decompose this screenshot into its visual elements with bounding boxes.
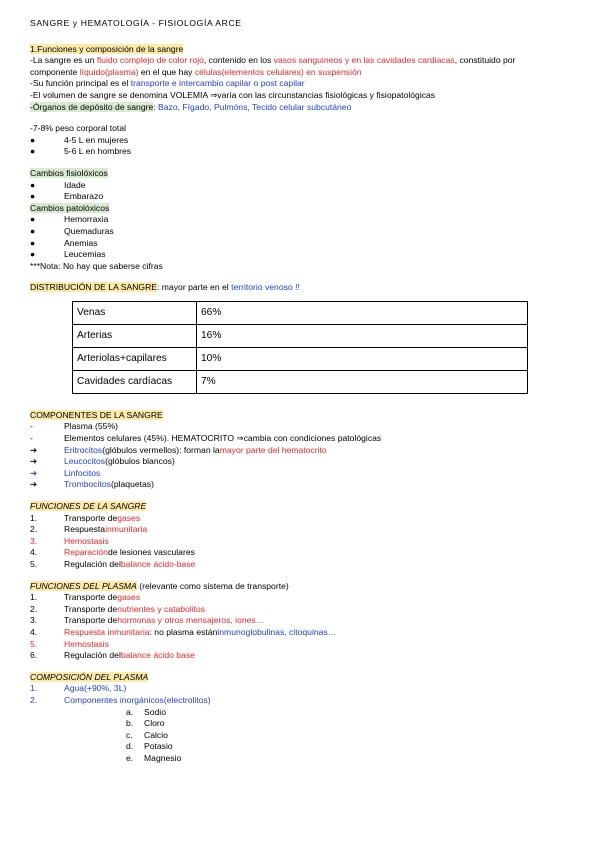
sub-list-marker: c. [126, 729, 133, 740]
table-cell-territory: Cavidades cardíacas [73, 370, 197, 393]
distribucion-heading: DISTRIBUCIÓN DE LA SANGRE: mayor parte en el territorio venoso !! [30, 282, 300, 293]
list-item: ➔ Linfocitos [30, 467, 101, 478]
table-cell-percent: 10% [197, 347, 528, 370]
table-cell-percent: 16% [197, 324, 528, 347]
bullet-icon: ● [30, 225, 36, 236]
sub-list-item [126, 707, 572, 719]
sub-list-item [126, 718, 572, 730]
sub-list-item [126, 741, 572, 753]
list-item: 1. Transporte de gases [30, 512, 141, 523]
cambios-patologicos-list [30, 214, 572, 260]
cambios-fisiologicos-list [30, 180, 572, 203]
funciones-sangre-heading: FUNCIONES DE LA SANGRE [30, 501, 147, 512]
nota-line: ***Nota: No hay que saberse cifras [30, 260, 163, 271]
volume-line: -7-8% peso corporal total [30, 123, 127, 134]
list-item: 1. Transporte de gases [30, 592, 141, 603]
list-item: 3. Hemostasis [30, 535, 109, 546]
table-cell-territory: Arteriolas+capilares [73, 347, 197, 370]
sub-list-text: Magnesio [144, 752, 182, 763]
list-item: - Plasma (55%) [30, 421, 118, 432]
list-item: 5. Hemostasis [30, 638, 109, 649]
table-row [73, 370, 528, 393]
bullet-icon: ● [30, 249, 36, 260]
sub-list-marker: d. [126, 741, 134, 752]
list-item [30, 214, 572, 226]
sub-list-text: Sodio [144, 706, 166, 717]
list-item: 2. Componentes inorgánicos(electrolitos) [30, 694, 211, 705]
funciones-plasma-heading: FUNCIONES DEL PLASMA (relevante como sistema de transporte) [30, 580, 289, 591]
list-item [30, 238, 572, 250]
paragraph-line: -Su función principal es el transporte e intercambio capilar o post capilar [30, 78, 305, 89]
paragraph-line: -El volumen de sangre se denomina VOLEMIA ⇒varía con las circunstancias fisiológicas y fisiopatológicas [30, 89, 436, 100]
sub-list-text: Calcio [144, 729, 168, 740]
list-item: 2. Transporte de nutrientes y catabolitos [30, 603, 206, 614]
list-item: 3. Transporte de hormonas y otros mensajeros, iones… [30, 615, 265, 626]
distribucion-table [72, 301, 528, 394]
list-item: - Elementos celulares (45%). HEMATOCRITO ⇒cambia con condiciones patológicas [30, 433, 382, 444]
table-row [73, 347, 528, 370]
list-item-text: Leucemias [64, 249, 106, 260]
list-item [30, 249, 572, 261]
bullet-icon: ● [30, 179, 36, 190]
cambios-fisiologicos-heading: Cambios fisiolóxicos [30, 167, 108, 178]
list-item: ➔ Eritrocitos (glóbulos vermellos): forman la mayor parte del hematocrito [30, 444, 327, 455]
table-cell-territory: Arterias [73, 324, 197, 347]
list-item: 5. Regulación del balance ácido-base [30, 559, 196, 569]
list-item [30, 146, 572, 158]
cambios-patologicos-heading: Cambios patolóxicos [30, 202, 110, 213]
bullet-icon: ● [30, 214, 36, 225]
list-item-text: Quemaduras [64, 225, 114, 236]
sub-list-item [126, 753, 572, 765]
paragraph-line: componente líquido(plasma) en el que hay células(elementos celulares) en suspensión [30, 66, 362, 77]
list-item: 4. Reparación de lesiones vasculares [30, 547, 195, 558]
paragraph-line: -La sangre es un fluido complejo de color rojo, contenido en los vasos sanguineos y en las cavidades cardiacas, constituido por [30, 55, 516, 66]
sub-list-item [126, 730, 572, 742]
list-item-text: Anemias [64, 237, 98, 248]
table-row [73, 301, 528, 324]
list-item-text: Idade [64, 179, 86, 190]
list-item: ➔ Trombocitos (plaquetas) [30, 479, 154, 490]
list-item-text: Embarazo [64, 191, 104, 202]
list-item: 1. Agua(+90%, 3L) [30, 683, 127, 694]
list-item-text: 4-5 L en mujeres [64, 134, 129, 145]
composicion-plasma-heading: COMPOSICIÓN DEL PLASMA [30, 671, 149, 682]
list-item [30, 135, 572, 147]
list-item: 2. Respuesta inmunitaria [30, 524, 148, 535]
table-cell-percent: 7% [197, 370, 528, 393]
sub-list-marker: b. [126, 718, 134, 729]
list-item [30, 191, 572, 203]
bullet-icon: ● [30, 237, 36, 248]
sub-list-text: Cloro [144, 718, 165, 729]
bullet-icon: ● [30, 191, 36, 202]
list-item: 6. Regulación del balance ácido base [30, 650, 195, 661]
list-item-text: Hemorraxia [64, 214, 109, 225]
bullet-icon: ● [30, 134, 36, 145]
document-title: SANGRE y HEMATOLOGÍA - FISIOLOGÍA ARCE [30, 18, 242, 28]
list-item-text: 5-6 L en hombres [64, 146, 132, 157]
sub-list-text: Potasio [144, 741, 173, 752]
list-item: 4. Respuesta inmunitaria : no plasma están inmunoglobulinas, citoquinas… [30, 626, 337, 637]
list-item [30, 226, 572, 238]
list-item: ➔ Leucocitos (glóbulos blancos) [30, 456, 175, 467]
table-row [73, 324, 528, 347]
bullet-icon: ● [30, 146, 36, 157]
componentes-heading: COMPONENTES DE LA SANGRE [30, 409, 163, 420]
sub-list-marker: a. [126, 706, 134, 717]
list-item [30, 180, 572, 192]
section-1-heading: 1.Funciones y composición de la sangre [30, 43, 184, 54]
sub-list-marker: e. [126, 752, 134, 763]
table-cell-percent: 66% [197, 301, 528, 324]
paragraph-line: -Órganos de depósito de sangre: Bazo, Fígado, Pulmóns, Tecido celular subcutáneo [30, 101, 352, 112]
volume-list [30, 135, 572, 158]
table-cell-territory: Venas [73, 301, 197, 324]
electrolitos-list [30, 707, 572, 765]
